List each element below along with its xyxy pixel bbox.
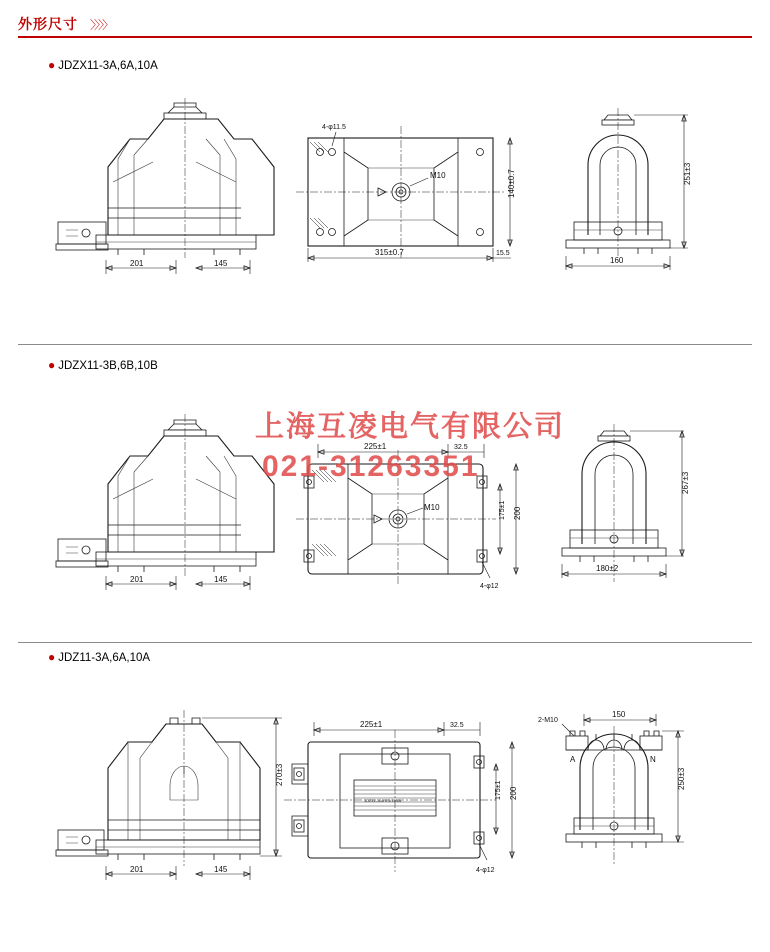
top-view-1 bbox=[296, 124, 516, 262]
dim-top-m10: M10 bbox=[430, 171, 446, 180]
section-divider-1 bbox=[18, 344, 752, 345]
section-label-3: ● JDZ11-3A,6A,10A bbox=[48, 650, 151, 664]
page-title: 外形尺寸 bbox=[18, 16, 78, 32]
dim-top-140: 140±0.7 bbox=[507, 169, 516, 198]
drawing-group-1 bbox=[18, 90, 752, 320]
dim-top-225: 225±1 bbox=[364, 442, 387, 451]
watermark-company: 上海互凌电气有限公司 bbox=[255, 411, 566, 443]
dim-side-250: 250±3 bbox=[677, 767, 686, 790]
section-label-2: ● JDZX11-3B,6B,10B bbox=[48, 358, 158, 372]
dim-side-150: 150 bbox=[612, 710, 626, 719]
dim-top-200: 200 bbox=[513, 506, 522, 520]
watermark-phone: 021-31263351 bbox=[262, 450, 480, 483]
dim-front-145: 145 bbox=[214, 865, 228, 874]
dim-front-145: 145 bbox=[214, 575, 228, 584]
dim-top-325: 32.5 bbox=[450, 722, 464, 729]
top-view-2 bbox=[296, 442, 522, 590]
dim-front-201: 201 bbox=[130, 575, 144, 584]
drawing-group-2 bbox=[18, 392, 752, 622]
side-view-1 bbox=[566, 108, 692, 270]
front-view-2 bbox=[56, 414, 274, 590]
dim-front-270: 270±3 bbox=[275, 763, 284, 786]
dim-top-m10: M10 bbox=[424, 503, 440, 512]
dim-top-175: 175±1 bbox=[499, 500, 506, 520]
dim-side-160: 160 bbox=[610, 256, 624, 265]
terminal-label-a: A bbox=[570, 755, 576, 764]
svg-text:JDZ11-10A 0.5/10VA: JDZ11-10A 0.5/10VA bbox=[364, 798, 401, 803]
dim-side-267: 267±3 bbox=[681, 471, 690, 494]
chevron-decoration: 〉〉〉〉 bbox=[90, 18, 113, 32]
top-view-3 bbox=[284, 720, 518, 874]
side-view-2 bbox=[562, 424, 690, 582]
dim-top-holes: 4-φ11.5 bbox=[322, 124, 346, 131]
dim-top-225: 225±1 bbox=[360, 720, 383, 729]
section-divider-2 bbox=[18, 642, 752, 643]
dim-front-145: 145 bbox=[214, 259, 228, 268]
dim-top-325: 32.5 bbox=[454, 444, 468, 451]
side-view-3 bbox=[538, 710, 686, 866]
header-rule bbox=[18, 36, 752, 38]
dim-front-201: 201 bbox=[130, 259, 144, 268]
bullet-icon: ● bbox=[48, 58, 56, 72]
dim-side-180: 180±2 bbox=[596, 564, 619, 573]
bullet-icon: ● bbox=[48, 358, 56, 372]
dim-top-315: 315±0.7 bbox=[375, 248, 404, 257]
front-view-3 bbox=[56, 710, 284, 880]
dim-top-175: 175±1 bbox=[495, 780, 502, 800]
terminal-label-n: N bbox=[650, 755, 656, 764]
dim-top-holes: 4-φ12 bbox=[476, 867, 495, 874]
drawing-group-3 bbox=[18, 690, 752, 920]
bullet-icon: ● bbox=[48, 650, 56, 664]
dim-side-2m10: 2-M10 bbox=[538, 717, 558, 724]
dim-top-holes: 4-φ12 bbox=[480, 583, 499, 590]
dim-side-251: 251±3 bbox=[683, 162, 692, 185]
dim-front-201: 201 bbox=[130, 865, 144, 874]
dim-top-155: 15.5 bbox=[496, 250, 510, 257]
page-header bbox=[18, 14, 752, 44]
front-view-1 bbox=[56, 98, 274, 274]
section-label-1: ● JDZX11-3A,6A,10A bbox=[48, 58, 158, 72]
dim-top-200: 200 bbox=[509, 786, 518, 800]
